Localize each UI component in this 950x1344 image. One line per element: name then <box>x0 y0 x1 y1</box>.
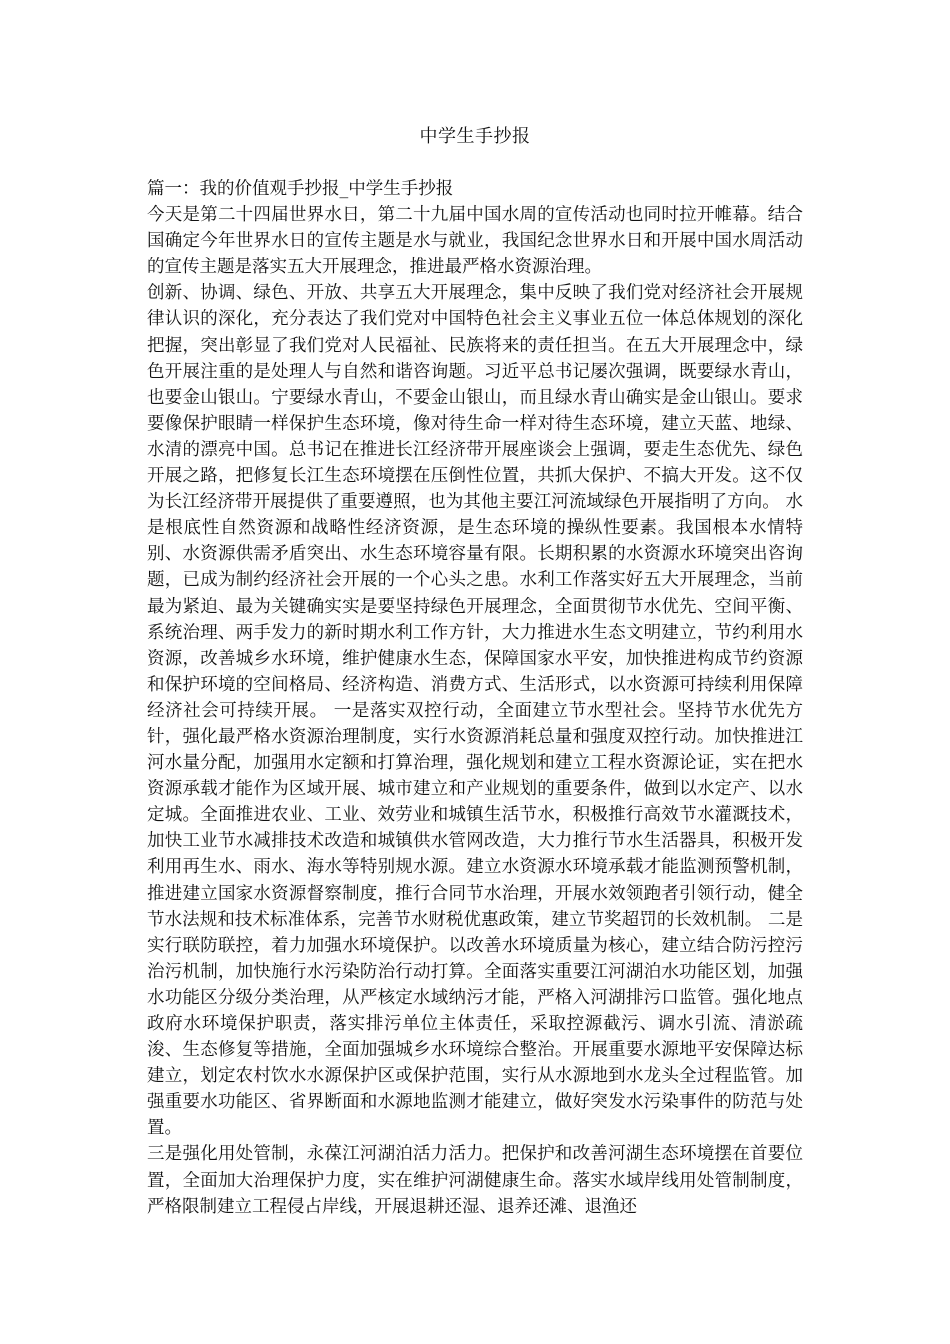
section-heading: 篇一：我的价值观手抄报_中学生手抄报 <box>147 179 454 199</box>
paragraph-1: 今天是第二十四届世界水日，第二十九届中国水周的宣传活动也同时拉开帷幕。结合国确定今年世界水日的宣传主题是水与就业，我国纪念世界水日和开展中国水周活动的宣传主题是落实五大开展理念，推进最严格水资源治理。 <box>147 205 803 278</box>
paragraph-3: 三是强化用处管制，永葆江河湖泊活力活力。把保护和改善河湖生态环境摆在首要位置，全面加大治理保护力度，实在维护河湖健康生命。落实水域岸线用处管制制度，严格限制建立工程侵占岸线，开展退耕还湿、退养还滩、退渔还 <box>147 1144 803 1217</box>
document-body <box>147 176 803 1220</box>
paragraph-2: 创新、协调、绿色、开放、共享五大开展理念，集中反映了我们党对经济社会开展规律认识的深化，充分表达了我们党对中国特色社会主义事业五位一体总体规划的深化把握，突出彰显了我们党对人民福祉、民族将来的责任担当。在五大开展理念中，绿色开展注重的是处理人与自然和谐咨询题。习近平总书记屡次强调，既要绿水青山，也要金山银山。宁要绿水青山，不要金山银山，而且绿水青山确实是金山银山。要求要像保护眼睛一样保护生态环境，像对待生命一样对待生态环境，建立天蓝、地绿、水清的漂亮中国。总书记在推进长江经济带开展座谈会上强调，要走生态优先、绿色开展之路，把修复长江生态环境摆在压倒性位置，共抓大保护、不搞大开发。这不仅为长江经济带开展提供了重要遵照，也为其他主要江河流域绿色开展指明了方向。 水是根底性自然资源和战略性经济资源，是生态环境的操纵性要素。我国根本水情特别、水资源供需矛盾突出、水生态环境容量有限。长期积累的水资源水环境突出咨询题，已成为制约经济社会开展的一个心头之患。水利工作落实好五大开展理念，当前最为紧迫、最为关键确实实是要坚持绿色开展理念，全面贯彻节水优先、空间平衡、系统治理、两手发力的新时期水利工作方针，大力推进水生态文明建立，节约利用水资源，改善城乡水环境，维护健康水生态，保障国家水平安，加快推进构成节约资源和保护环境的空间格局、经济构造、消费方式、生活形式，以水资源可持续利用保障经济社会可持续开展。 一是落实双控行动，全面建立节水型社会。坚持节水优先方针，强化最严格水资源治理制度，实行水资源消耗总量和强度双控行动。加快推进江河水量分配，加强用水定额和打算治理，强化规划和建立工程水资源论证，实在把水资源承载才能作为区域开展、城市建立和产业规划的重要条件，做到以水定产、以水定城。全面推进农业、工业、效劳业和城镇生活节水，积极推行高效节水灌溉技术，加快工业节水减排技术改造和城镇供水管网改造，大力推行节水生活器具，积极开发利用再生水、雨水、海水等特别规水源。建立水资源水环境承载才能监测预警机制，推进建立国家水资源督察制度，推行合同节水治理，开展水效领跑者引领行动，健全节水法规和技术标准体系，完善节水财税优惠政策，建立节奖超罚的长效机制。 二是实行联防联控，着力加强水环境保护。以改善水环境质量为核心，建立结合防污控污治污机制，加快施行水污染防治行动打算。全面落实重要江河湖泊水功能区划，加强水功能区分级分类治理，从严核定水域纳污才能，严格入河湖排污口监管。强化地点政府水环境保护职责，落实排污单位主体责任，采取控源截污、调水引流、清淤疏浚、生态修复等措施，全面加强城乡水环境综合整治。开展重要水源地平安保障达标建立，划定农村饮水水源保护区或保护范围，实行从水源地到水龙头全过程监管。加强重要水功能区、省界断面和水源地监测才能建立，做好突发水污染事件的防范与处置。 <box>147 283 803 1139</box>
document-title: 中学生手抄报 <box>419 126 531 147</box>
